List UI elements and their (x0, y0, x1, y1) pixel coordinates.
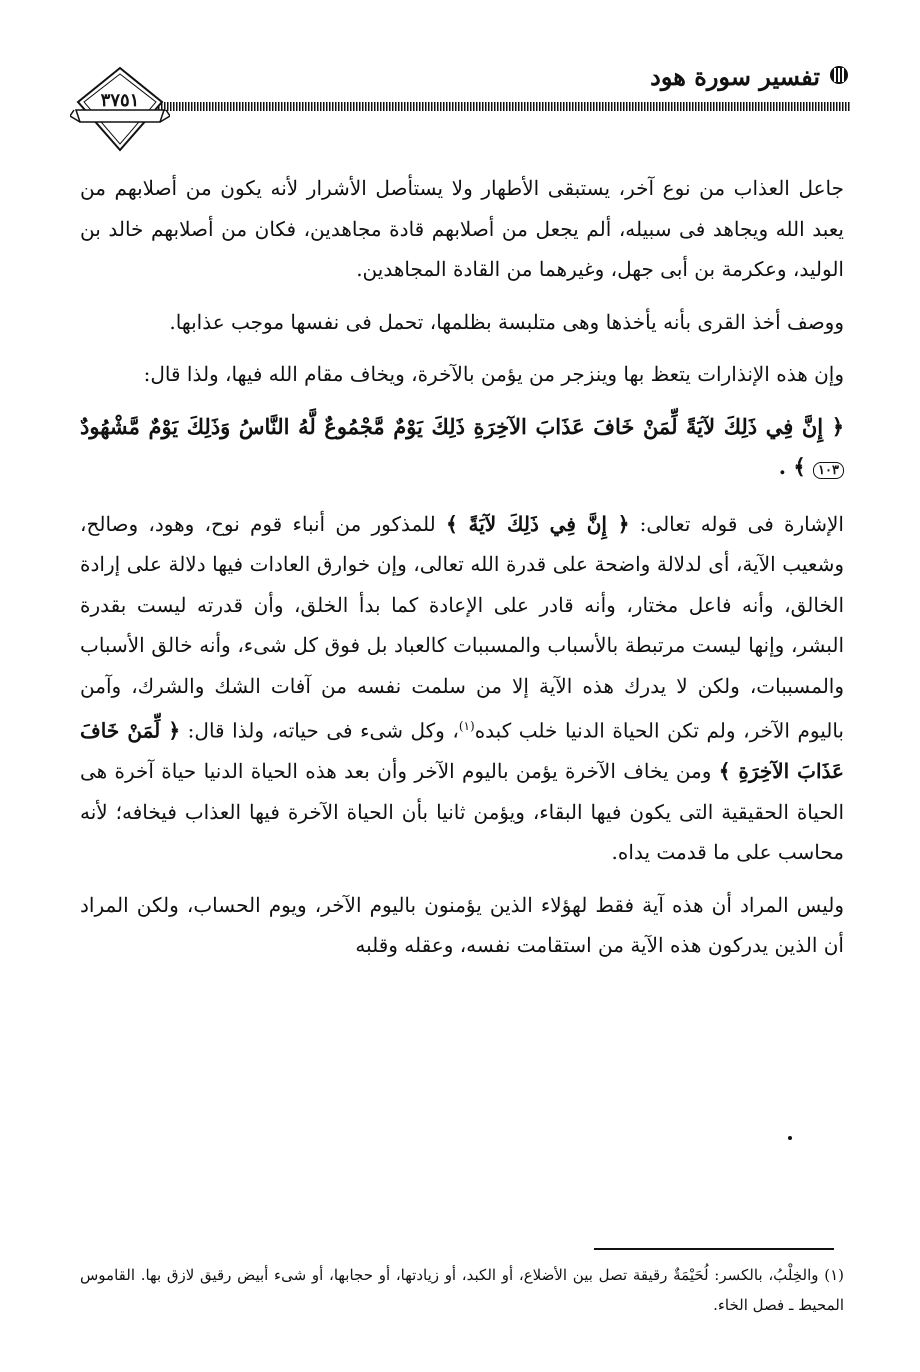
paragraph-4-part-2: للمذكور من أنباء قوم نوح، وهود، وصالح، وشعيب الآية، أى لدلالة واضحة على قدرة الله تعالى، وإن خوارق العادات فيها دلالة على إرادة الخالق، وأنه فاعل مختار، وأنه قادر على الإعادة كما بدأ الخلق، وأن قدرته ليست بقدرة البشر، وإنها ليست مرتبطة بالأسباب والمسببات كالعباد بل فوق كل شىء، وأنه خالق الأسباب والمسببات، ولكن لا يدرك هذه الآية إلا من سلمت نفسه من آفات الشك والشرك، وآمن باليوم الآخر، ولم تكن الحياة الدنيا خلب كبده (80, 511, 844, 743)
stray-dot (788, 1136, 792, 1140)
footnote-rule (594, 1248, 834, 1250)
ayah-close: ﴾ . (778, 454, 806, 479)
page-header (70, 50, 850, 160)
paragraph-4-part-4: ومن يخاف الآخرة يؤمن باليوم الآخر وأن بعد هذه الحياة الدنيا حياة آخرة هى الحياة الحقيقية التى يكون فيها البقاء، ويؤمن ثانيا بأن الحياة الآخرة فيها العذاب فيخافه؛ لأنه محاسب على ما قدمت يداه. (80, 759, 845, 865)
paragraph-4 (80, 504, 844, 873)
footnote-marker: (١) (458, 719, 475, 733)
paragraph-3: وإن هذه الإنذارات يتعظ بها وينزجر من يؤمن بالآخرة، ويخاف مقام الله فيها، ولذا قال: (143, 362, 844, 386)
quran-quote-2: ﴿ لِّمَنْ خَافَ عَذَابَ الآخِرَةِ ﴾ (80, 718, 844, 784)
paragraph-1: جاعل العذاب من نوع آخر، يستبقى الأطهار ولا يستأصل الأشرار لأنه يكون من أصلابهم من يعبد الله ويجاهد فى سبيله، ألم يجعل من أصلابهم قادة مجاهدين، فكان من أصلابهم خالد بن الوليد، وعكرمة بن أبى جهل، وغيرهما من القادة المجاهدين. (80, 176, 844, 281)
paragraph-5: وليس المراد أن هذه آية فقط لهؤلاء الذين يؤمنون باليوم الآخر، ويوم الحساب، ولكن المراد أن الذين يدركون هذه الآية من استقامت نفسه، وعقله وقلبه (80, 892, 844, 958)
body-text (80, 168, 844, 966)
paragraph-4-part-3: ، وكل شىء فى حياته، ولذا قال: (180, 718, 459, 743)
footnote: (١) والخِلْبُ، بالكسر: لُحَيْمَةٌ رقيقة تصل بين الأضلاع، أو الكبد، أو زيادتها، أو حجابها، أو شىء أبيض رقيق لازق بها. القاموس المحيط ـ فصل الخاء. (80, 1266, 844, 1314)
paragraph-4-part-1: الإشارة فى قوله تعالى: (629, 511, 844, 536)
running-header-title: تفسير سورة هود (650, 62, 820, 91)
ayah-reference: ١٠٣ (813, 462, 844, 479)
ornament-icon (828, 64, 850, 86)
quran-quote-1: ﴿ إِنَّ فِي ذَلِكَ لآيَةً ﴾ (445, 511, 630, 536)
paragraph-2: ووصف أخذ القرى بأنه يأخذها وهى متلبسة بظلمها، تحمل فى نفسها موجب عذابها. (169, 309, 844, 334)
ayah-block (80, 407, 844, 492)
ayah-text: ﴿ إِنَّ فِي ذَلِكَ لآيَةً لِّمَنْ خَافَ عَذَابَ الآخِرَةِ ذَلِكَ يَوْمٌ مَّجْمُوعٌ لَّهُ النَّاسُ وَذَلِكَ يَوْمٌ مَّشْهُودٌ (80, 413, 844, 439)
page-number: ٣٧٥١ (100, 90, 140, 111)
header-rule (155, 102, 850, 111)
